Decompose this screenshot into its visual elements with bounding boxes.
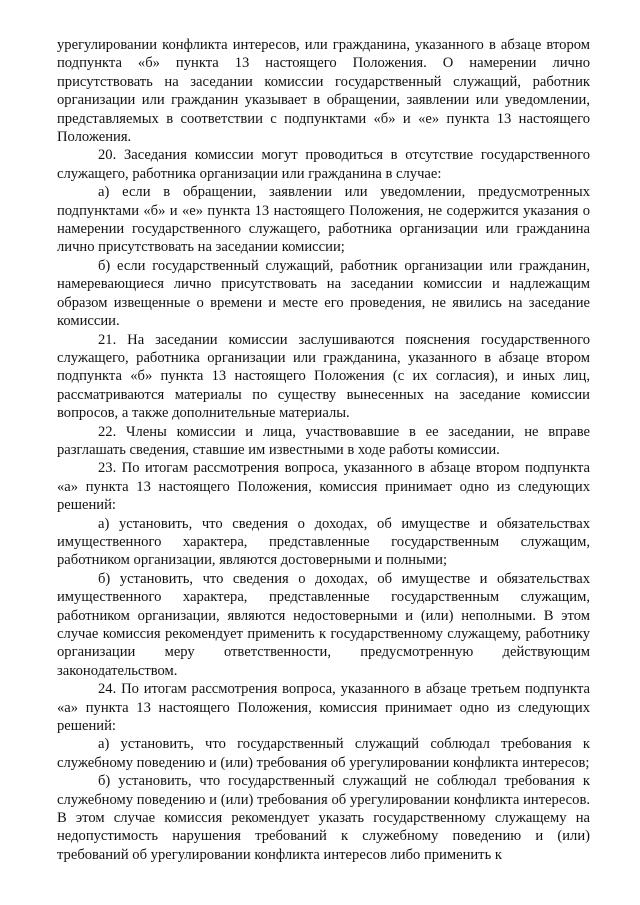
paragraph-item-24-a: а) установить, что государственный служащий соблюдал требования к служебному поведению и (или) требования об урегулировании конфликта интересов;	[57, 736, 590, 771]
paragraph-item-23-a: а) установить, что сведения о доходах, об имуществе и обязательствах имущественного характера, представленные государственным служащим, работником организации, являются достоверными и полными;	[57, 515, 590, 569]
paragraph-item-22: 22. Члены комиссии и лица, участвовавшие в ее заседании, не вправе разглашать сведения, ставшие им известными в ходе работы комиссии.	[57, 423, 590, 458]
paragraph-item-24: 24. По итогам рассмотрения вопроса, указанного в абзаце третьем подпункта «а» пункта 13 настоящего Положения, комиссия принимает одно из следующих решений:	[57, 681, 590, 735]
paragraph-item-24-b: б) установить, что государственный служащий не соблюдал требования к служебному поведению и (или) требования об урегулировании конфликта интересов. В этом случае комиссия рекомендует указать государственному служащему на недопустимость нарушения требований к служебному поведению и (или) требований об урегулировании конфликта интересов либо применить к	[57, 773, 590, 863]
paragraph-item-23: 23. По итогам рассмотрения вопроса, указанного в абзаце втором подпункта «а» пункта 13 настоящего Положения, комиссия принимает одно из следующих решений:	[57, 460, 590, 514]
paragraph-item-23-b: б) установить, что сведения о доходах, об имуществе и обязательствах имущественного характера, представленные государственным служащим, работником организации, являются недостоверными и (или) неполными. В этом случае комиссия рекомендует применить к государственному служащему, работнику организации меру ответственности, предусмотренную действующим законодательством.	[57, 570, 590, 679]
paragraph-item-20-b: б) если государственный служащий, работник организации или гражданин, намеревающиеся лично присутствовать на заседании комиссии и надлежащим образом извещенные о времени и месте его проведения, не явились на заседание комиссии.	[57, 257, 590, 330]
paragraph-item-21: 21. На заседании комиссии заслушиваются пояснения государственного служащего, работника организации или гражданина, указанного в абзаце втором подпункта «б» пункта 13 настоящего Положения (с их согласия), и иных лиц, рассматриваются материалы по существу вынесенных на заседание комиссии вопросов, а также дополнительные материалы.	[57, 331, 590, 422]
paragraph-item-20: 20. Заседания комиссии могут проводиться в отсутствие государственного служащего, работника организации или гражданина в случае:	[57, 147, 590, 182]
paragraph-item-20-a: а) если в обращении, заявлении или уведомлении, предусмотренных подпунктами «б» и «е» пункта 13 настоящего Положения, не содержится указания о намерении государственного служащего, работника организации или гражданина лично присутствовать на заседании комиссии;	[57, 184, 590, 256]
paragraph-continuation: урегулировании конфликта интересов, или гражданина, указанного в абзаце втором подпункта «б» пункта 13 настоящего Положения. О намерении лично присутствовать на заседании комиссии государственный служащий, работник организации или гражданин указывает в обращении, заявлении или уведомлении, представляемых в соответствии с подпунктами «б» и «е» пункта 13 настоящего Положения.	[57, 37, 590, 146]
